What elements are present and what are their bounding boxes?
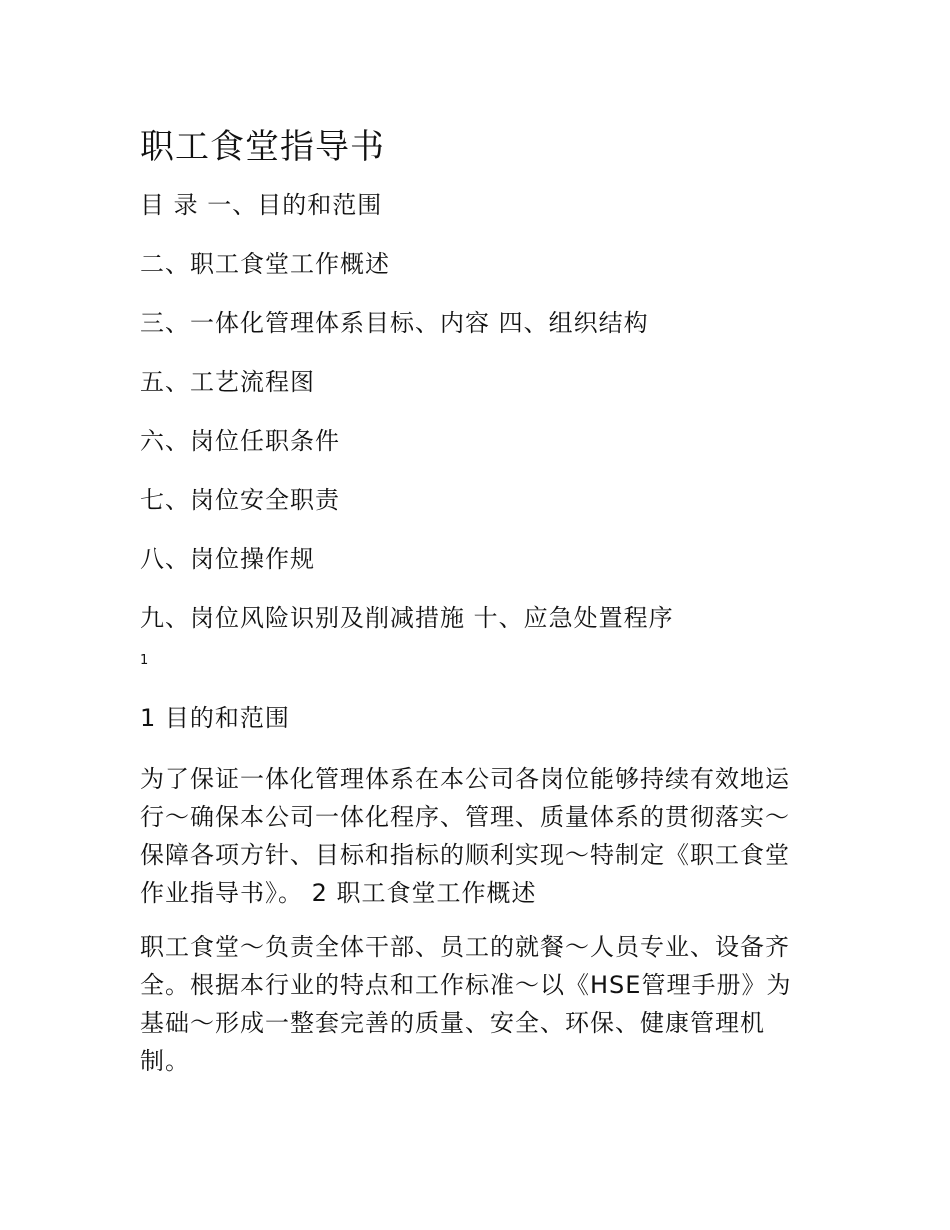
toc-item: 五、工艺流程图	[140, 368, 315, 396]
page-number: 1	[140, 653, 149, 668]
toc-item: 二、职工食堂工作概述	[140, 250, 390, 278]
body-paragraph: 为了保证一体化管理体系在本公司各岗位能够持续有效地运行～确保本公司一体化程序、管理、质量体系的贯彻落实～保障各项方针、目标和指标的顺利实现～特制定《职工食堂作业指导书》。 2 职工食堂工作概述	[140, 765, 790, 907]
toc-item: 三、一体化管理体系目标、内容 四、组织结构	[140, 309, 649, 337]
toc-item: 八、岗位操作规	[140, 545, 315, 573]
section-heading: 1 目的和范围	[140, 704, 290, 732]
body-paragraph: 职工食堂～负责全体干部、员工的就餐～人员专业、设备齐全。根据本行业的特点和工作标准～以《HSE管理手册》为基础～形成一整套完善的质量、安全、环保、健康管理机制。	[140, 933, 792, 1075]
document-title: 职工食堂指导书	[140, 127, 385, 167]
toc-item: 目 录 一、目的和范围	[140, 191, 383, 219]
document-content	[140, 124, 805, 1096]
table-of-contents	[140, 188, 805, 635]
toc-item: 九、岗位风险识别及削减措施 十、应急处置程序	[140, 604, 674, 632]
toc-item: 七、岗位安全职责	[140, 486, 340, 514]
toc-item: 六、岗位任职条件	[140, 427, 340, 455]
